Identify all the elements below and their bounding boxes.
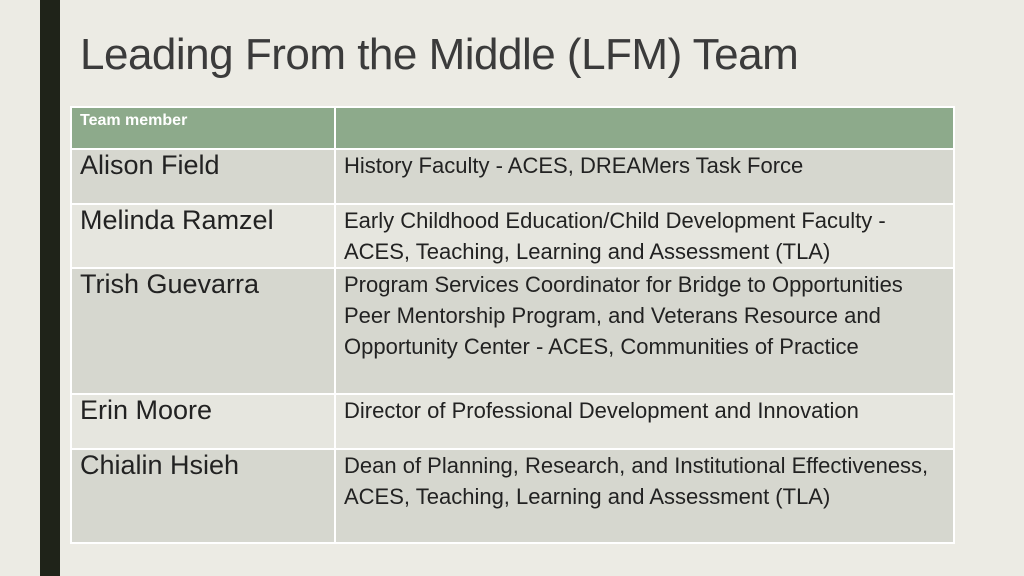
member-role: Early Childhood Education/Child Development Faculty - ACES, Teaching, Learning and Assessment (TLA)	[335, 204, 954, 268]
table-header-row	[71, 107, 954, 149]
table-row	[71, 149, 954, 204]
table-row	[71, 394, 954, 449]
table-row	[71, 268, 954, 394]
team-table	[70, 106, 955, 544]
table-row	[71, 449, 954, 543]
member-role: Director of Professional Development and Innovation	[335, 394, 954, 449]
member-name: Alison Field	[71, 149, 335, 204]
member-name: Erin Moore	[71, 394, 335, 449]
member-name: Melinda Ramzel	[71, 204, 335, 268]
member-name: Chialin Hsieh	[71, 449, 335, 543]
member-role: Dean of Planning, Research, and Institutional Effectiveness, ACES, Teaching, Learning and Assessment (TLA)	[335, 449, 954, 543]
header-role	[335, 107, 954, 149]
header-team-member: Team member	[71, 107, 335, 149]
slide-title: Leading From the Middle (LFM) Team	[80, 30, 799, 79]
member-name: Trish Guevarra	[71, 268, 335, 394]
member-role: Program Services Coordinator for Bridge to Opportunities Peer Mentorship Program, and Veterans Resource and Opportunity Center - ACES, Communities of Practice	[335, 268, 954, 394]
side-accent-bar	[40, 0, 60, 576]
table-row	[71, 204, 954, 268]
member-role: History Faculty - ACES, DREAMers Task Force	[335, 149, 954, 204]
